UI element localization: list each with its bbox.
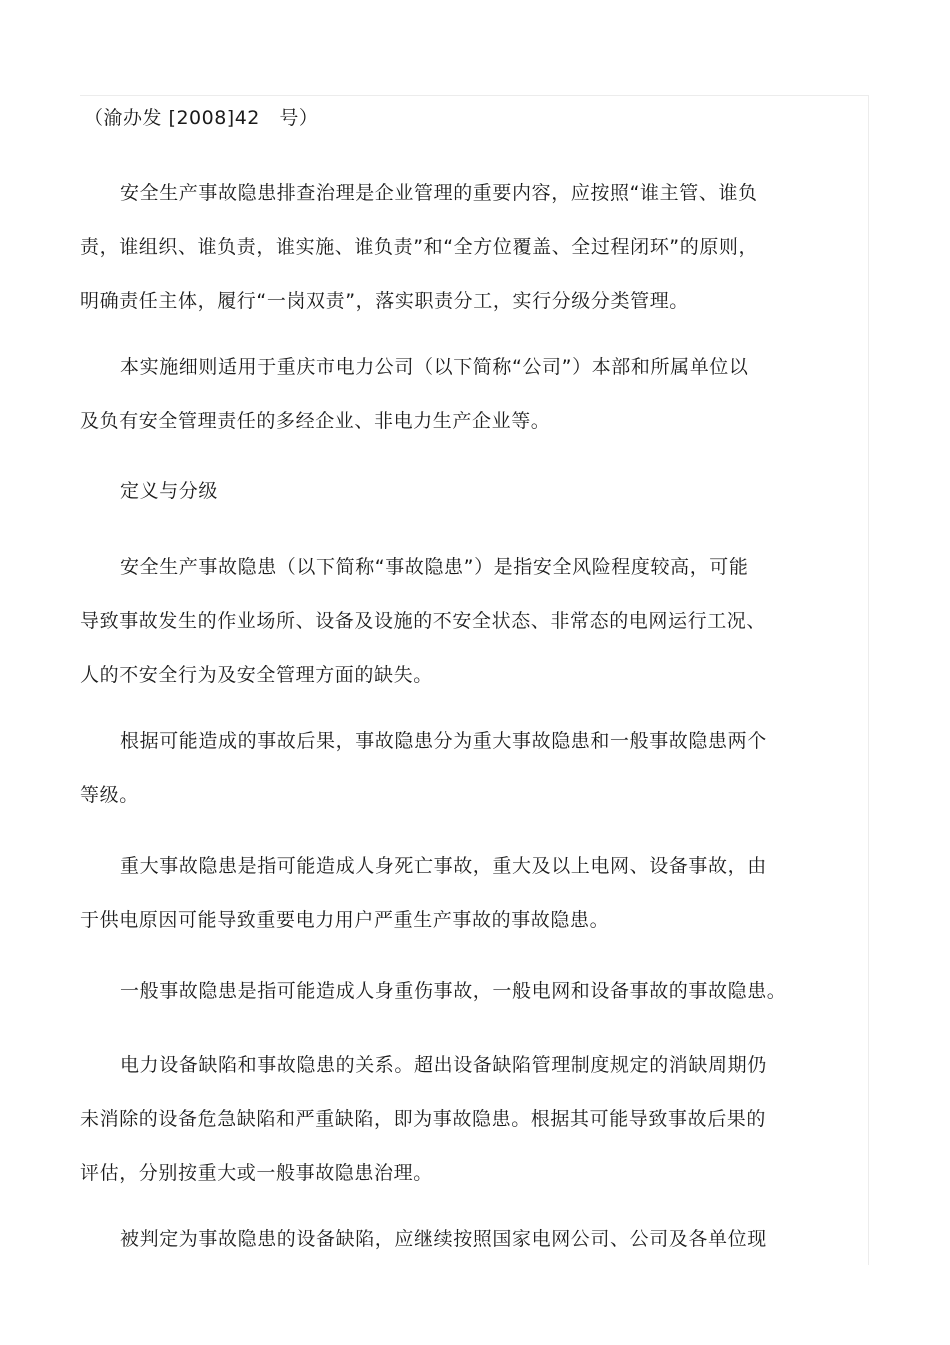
paragraph-general-hazard xyxy=(80,964,820,1018)
document-reference-number: （渝办发 [2008]42 号） xyxy=(84,107,319,129)
paragraph-line: 安全生产事故隐患排查治理是企业管理的重要内容，应按照“谁主管、谁负 xyxy=(120,182,758,204)
paragraph-major-hazard xyxy=(80,839,820,947)
paragraph-line: 明确责任主体，履行“一岗双责”，落实职责分工，实行分级分类管理。 xyxy=(80,290,689,312)
paragraph-line: 导致事故发生的作业场所、设备及设施的不安全状态、非常态的电网运行工况、 xyxy=(80,610,767,632)
paragraph-defect-treatment xyxy=(80,1212,820,1266)
paragraph-classification xyxy=(80,714,820,822)
paragraph-line: 被判定为事故隐患的设备缺陷，应继续按照国家电网公司、公司及各单位现 xyxy=(120,1228,767,1250)
paragraph-line: 安全生产事故隐患（以下简称“事故隐患”）是指安全风险程度较高，可能 xyxy=(120,556,749,578)
paragraph-line: 一般事故隐患是指可能造成人身重伤事故，一般电网和设备事故的事故隐患。 xyxy=(120,980,787,1002)
paragraph-line: 未消除的设备危急缺陷和严重缺陷，即为事故隐患。根据其可能导致事故后果的 xyxy=(80,1108,767,1130)
paragraph-line: 重大事故隐患是指可能造成人身死亡事故，重大及以上电网、设备事故，由 xyxy=(120,855,767,877)
paragraph-scope-principle xyxy=(80,166,820,328)
paragraph-line: 根据可能造成的事故后果，事故隐患分为重大事故隐患和一般事故隐患两个 xyxy=(120,730,767,752)
section-heading: 定义与分级 xyxy=(120,480,219,502)
section-heading-definition xyxy=(80,464,820,518)
paragraph-line: 于供电原因可能导致重要电力用户严重生产事故的事故隐患。 xyxy=(80,909,610,931)
paragraph-line: 及负有安全管理责任的多经企业、非电力生产企业等。 xyxy=(80,410,551,432)
paragraph-line: 电力设备缺陷和事故隐患的关系。超出设备缺陷管理制度规定的消缺周期仍 xyxy=(120,1054,767,1076)
paragraph-definition xyxy=(80,540,820,702)
paragraph-line: 本实施细则适用于重庆市电力公司（以下简称“公司”）本部和所属单位以 xyxy=(120,356,749,378)
paragraph-line: 人的不安全行为及安全管理方面的缺失。 xyxy=(80,664,433,686)
paragraph-line: 等级。 xyxy=(80,784,139,806)
paragraph-defect-relation xyxy=(80,1038,820,1200)
paragraph-applicability xyxy=(80,340,820,448)
paragraph-line: 责，谁组织、谁负责，谁实施、谁负责”和“全方位覆盖、全过程闭环”的原则， xyxy=(80,236,759,258)
paragraph-line: 评估，分别按重大或一般事故隐患治理。 xyxy=(80,1162,433,1184)
